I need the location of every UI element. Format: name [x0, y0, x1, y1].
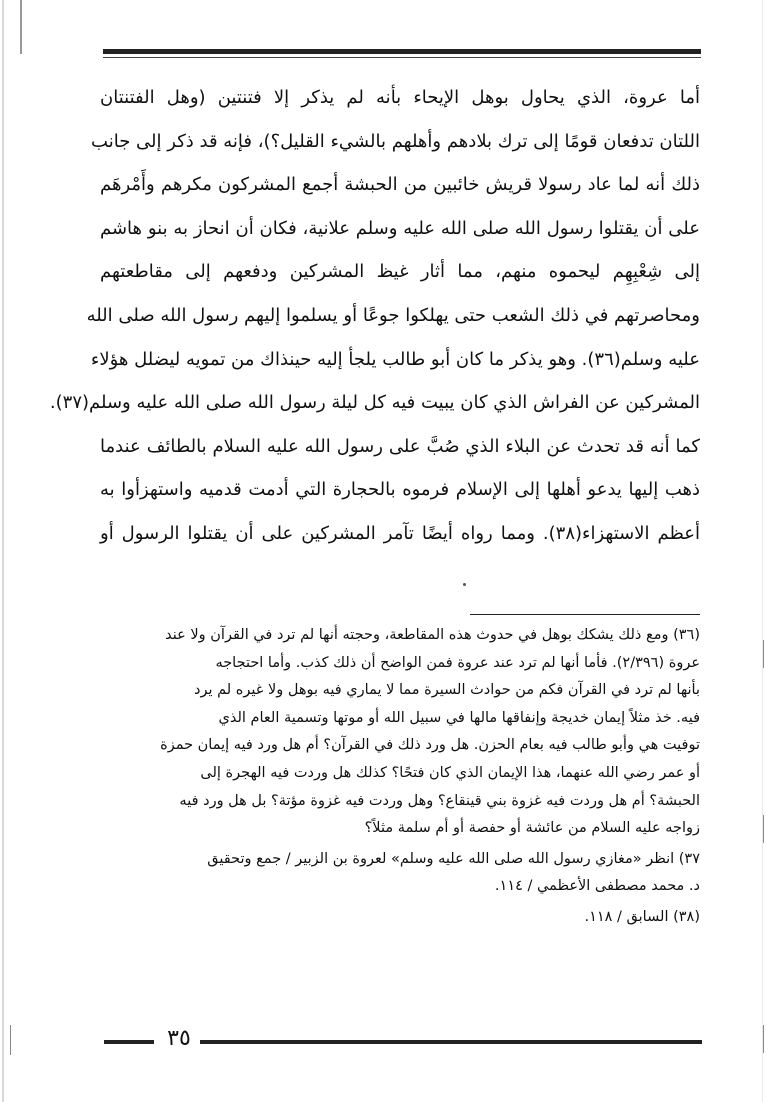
scan-mark	[763, 640, 764, 668]
footer-rule-left	[104, 1040, 154, 1044]
footnote-36-line: توفيت هي وأبو طالب فيه بعام الحزن. هل ورد ذلك في القرآن؟ أم هل ورد فيه إيمان حمزة	[160, 737, 700, 754]
scan-speck	[463, 583, 466, 586]
text-line: أعظم الاستهزاء(٣٨). ومما رواه أيضًا تآمر المشركين على أن يقتلوا الرسول أو	[100, 522, 700, 544]
main-text	[49, 76, 700, 556]
footnote-37-line: د. محمد مصطفى الأعظمي / ١١٤.	[494, 878, 700, 895]
footnote-36-line: عروة (٢/٣٩٦). فأما أنها لم ترد عند عروة فمن الواضح أن ذلك كذب. وأما احتجاجه	[215, 654, 700, 671]
scan-mark	[763, 1025, 764, 1053]
scan-edge-right	[762, 0, 763, 1102]
footnote-36-line: الحبشة؟ أم هل وردت فيه غزوة بني قينقاع؟ وهل وردت فيه غزوة مؤتة؟ بل هل ورد فيه	[179, 792, 700, 809]
footnotes	[100, 622, 700, 932]
text-line: إلى شِعْبِهِم ليحموه منهم، مما أثار غيظ المشركين ودفعهم إلى مقاطعتهم	[100, 261, 700, 283]
page-number: ٣٥	[167, 1026, 191, 1051]
text-line: عليه وسلم(٣٦). وهو يذكر ما كان أبو طالب يلجأ إليه حينذاك من تمويه ليضلل هؤلاء	[90, 348, 700, 370]
scan-edge-left	[2, 0, 4, 1102]
footnote-37-line: ٣٧) انظر «مغازي رسول الله صلى الله عليه وسلم» لعروة بن الزبير / جمع وتحقيق	[207, 850, 700, 867]
header-rule-thin	[103, 57, 701, 58]
scan-mark	[10, 1025, 11, 1055]
footnote-36-line: زواجه عليه السلام من عائشة أو حفصة أو أم سلمة مثلاً؟	[364, 820, 700, 837]
text-line: ذلك أنه لما عاد رسولا قريش خائبين من الحبشة أجمع المشركون مكرهم وأَمْرهَم	[100, 174, 700, 196]
footnote-36-line: فيه. خذ مثلاً إيمان خديجة وإنفاقها مالها في سبيل الله أو موتها وتسمية العام الذي	[218, 709, 700, 726]
text-line: ذهب إليها يدعو أهلها إلى الإسلام فرموه بالحجارة التي أدمت قدميه واستهزأوا به	[100, 479, 700, 501]
footnote-36-line: (٣٦) ومع ذلك يشكك بوهل في حدوث هذه المقاطعة، وحجته أنها لم ترد في القرآن ولا عند	[165, 627, 700, 643]
footnote-38-line: (٣٨) السابق / ١١٨.	[584, 908, 700, 925]
text-line: كما أنه قد تحدث عن البلاء الذي صُبَّ على رسول الله عليه السلام بالطائف عندما	[100, 435, 700, 457]
scan-mark	[763, 815, 764, 843]
text-line: المشركين عن الفراش الذي كان يبيت فيه كل ليلة رسول الله صلى الله عليه وسلم(٣٧).	[49, 392, 700, 414]
footnote-36-line: أو عمر رضي الله عنهما، هذا الإيمان الذي كان فتحًا؟ كذلك هل وردت فيه الهجرة إلى	[200, 764, 700, 781]
header-rule-thick	[103, 49, 701, 54]
text-line: على أن يقتلوا رسول الله صلى الله عليه وسلم علانية، فكان أن انحاز به بنو هاشم	[100, 217, 700, 239]
text-line: اللتان تدفعان قومًا إلى ترك بلادهم وأهلهم بالشيء القليل؟)، فإنه قد ذكر إلى جانب	[91, 130, 700, 152]
text-line: ومحاصرتهم في ذلك الشعب حتى يهلكوا جوعًا أو يسلموا إليهم رسول الله صلى الله	[86, 304, 700, 326]
footnote-separator	[470, 614, 700, 615]
footer-rule-right	[200, 1040, 702, 1044]
text-line: أما عروة، الذي يحاول بوهل الإيحاء بأنه لم يذكر إلا فتنتين (وهل الفتنتان	[100, 87, 700, 108]
footnote-36-line: بأنها لم ترد في القرآن فكم من حوادث السيرة مما لا يماري فيه بوهل ولا غيره لم يرد	[194, 682, 700, 699]
scan-mark	[20, 0, 22, 54]
